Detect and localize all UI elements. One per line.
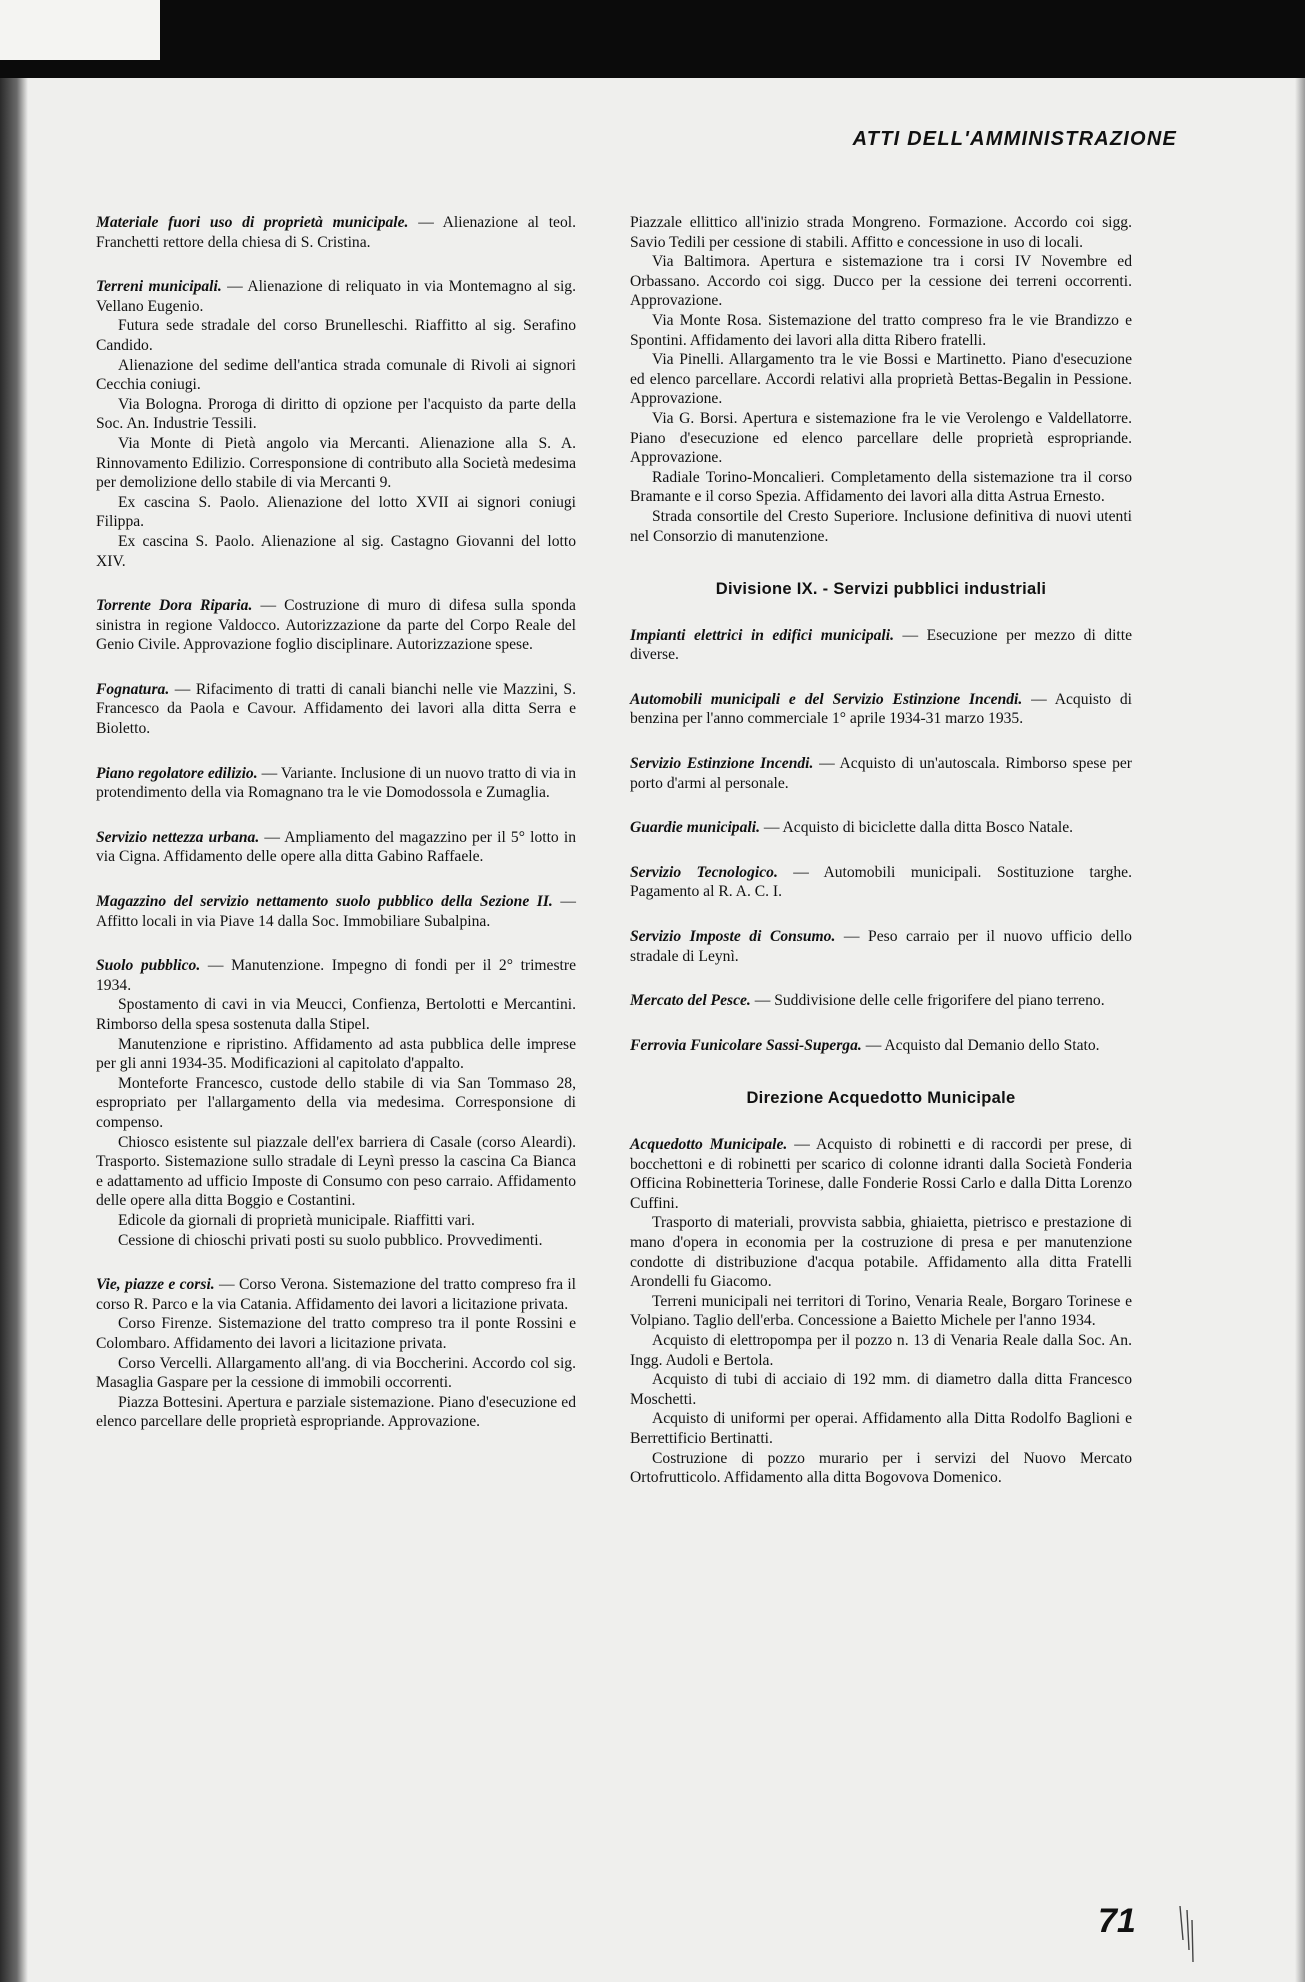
entry-rubric: Acquedotto Municipale. [630,1136,788,1153]
entry-nettezza [96,828,576,867]
entry-text: Cessione di chioschi privati posti su suolo pubblico. Provvedimenti. [118,1231,543,1249]
entry-text: Monteforte Francesco, custode dello stabile di via San Tommaso 28, espropriato per l'allargamento della via medesima. Corresponsione di compenso. [96,1074,576,1131]
entry-rubric: Servizio Tecnologico. [630,863,778,881]
entry-impianti-elettrici [630,626,1132,665]
entry-text: Guardie municipali. — Acquisto di biciclette dalla ditta Bosco Natale. [630,819,1074,837]
entry-piano-regolatore [96,764,576,803]
entry-rubric: Suolo pubblico. [96,957,201,975]
entry-torrente [96,596,576,655]
entry-servizio-tecnologico [630,863,1132,902]
entry-text: Magazzino del servizio nettamento suolo pubblico della Sezione II. — Affitto locali in via Piave 14 dalla Soc. Immobiliare Subalpina. [96,893,576,930]
entry-text: Suolo pubblico. — Manutenzione. Impegno di fondi per il 2° trimestre 1934. [96,957,576,994]
entry-suolo-pubblico [96,956,576,1250]
entry-text: Futura sede stradale del corso Brunelleschi. Riaffitto al sig. Serafino Candido. [96,317,576,354]
entry-text: Servizio Estinzione Incendi. — Acquisto di un'autoscala. Rimborso spese per porto d'armi al personale. [630,755,1132,792]
aqueduct-heading: Direzione Acquedotto Municipale [746,1089,1016,1108]
entry-rubric: Ferrovia Funicolare Sassi-Superga. [630,1036,862,1054]
entry-rubric: Fognatura. [96,680,170,698]
entry-text: Edicole da giornali di proprietà municipale. Riaffitti vari. [118,1211,475,1229]
entry-text: Trasporto di materiali, provvista sabbia, ghiaietta, pietrisco e prestazione di mano d'opera in economia per la costruzione di presa e per manutenzione condotte di distribuzione d'acqua potabile. Affidamento alla ditta Fratelli Arondelli fu Giacomo. [630,1214,1132,1291]
entry-text: Servizio nettezza urbana. — Ampliamento del magazzino per il 5° lotto in via Cigna. Affidamento delle opere alla ditta Gabino Raffaele. [96,828,576,866]
entry-text: Servizio Imposte di Consumo. — Peso carraio per il nuovo ufficio dello stradale di Leynì. [630,928,1132,965]
scan-right-shadow [1295,78,1305,1982]
entry-rubric: Guardie municipali. [630,819,760,837]
entry-text: Terreni municipali. — Alienazione di reliquato in via Montemagno al sig. Vellano Eugenio. [96,278,576,315]
entry-acquedotto [630,1135,1132,1488]
entry-terreni [96,277,576,571]
entry-guardie [630,818,1132,838]
entry-rubric: Magazzino del servizio nettamento suolo pubblico della Sezione II. [96,893,553,911]
entry-text: Via Monte di Pietà angolo via Mercanti. Alienazione alla S. A. Rinnovamento Edilizio. Corresponsione di contributo alla Società medesima per demolizione dello stabile di via Mercanti 9. [96,434,576,492]
entry-text: Piazza Bottesini. Apertura e parziale sistemazione. Piano d'esecuzione ed elenco parcellare delle proprietà espropriande. Approvazione. [96,1393,576,1431]
entry-rubric: Impianti elettrici in edifici municipali. [630,626,894,644]
entry-rubric: Servizio nettezza urbana. [96,828,260,846]
entry-text: Corso Vercelli. Allargamento all'ang. di via Boccherini. Accordo col sig. Masaglia Gaspare per la cessione di immobili occorrenti. [96,1354,576,1392]
right-column [630,213,1132,1513]
division-heading: Divisione IX. - Servizi pubblici industriali [715,580,1047,599]
entry-text: Chiosco esistente sul piazzale dell'ex barriera di Casale (corso Aleardi). Trasporto. Sistemazione sullo stradale di Leynì presso la cascina Ca Bianca e adattamento ad ufficio Imposte di Consumo con peso carraio. Affidamento delle opere alla ditta Boggio e Costantini. [96,1133,576,1210]
entry-text: Acquisto di uniformi per operai. Affidamento alla Ditta Rodolfo Baglioni e Berrettificio Bertinatti. [630,1410,1132,1447]
entry-text: Acquedotto Municipale. — Acquisto di robinetti e di raccordi per prese, di bocchettoni e di robinetti per scarico di colonne idranti dalla Società Fonderia Officina Robinetteria Torinese, dalle Fonderie Rossi Carlo e dalla Ditta Lorenzo Cuffini. [630,1136,1133,1212]
scan-left-shadow [0,78,28,1982]
entry-text: Corso Firenze. Sistemazione del tratto compreso tra il ponte Rossini e Colombaro. Affidamento dei lavori a licitazione privata. [96,1315,576,1352]
entry-estinzione-incendi [630,754,1132,793]
entry-text: Automobili municipali e del Servizio Estinzione Incendi. — Acquisto di benzina per l'anno commerciale 1° aprile 1934-31 marzo 1935. [630,690,1132,728]
entry-rubric: Piano regolatore edilizio. [96,764,258,782]
entry-text: Piano regolatore edilizio. — Variante. Inclusione di un nuovo tratto di via in protendimento della via Romagnano tra le vie Domodossola e Zumaglia. [96,764,576,802]
entry-vie-continued [630,213,1132,546]
page-number: 71 [1098,1902,1136,1940]
entry-rubric: Torrente Dora Riparia. [96,597,253,615]
entry-text: Piazzale ellittico all'inizio strada Mongreno. Formazione. Accordo coi sigg. Savio Tedili per cessione di stabili. Affitto e concessione in uso di locali. [630,214,1132,251]
entry-text: Spostamento di cavi in via Meucci, Confienza, Bertolotti e Mercantini. Rimborso della spesa sostenuta dalla Stipel. [96,996,576,1033]
entry-imposte-consumo [630,927,1132,966]
entry-rubric: Mercato del Pesce. [630,992,751,1010]
scan-top-border [0,0,1305,78]
entry-text: Via Baltimora. Apertura e sistemazione tra i corsi IV Novembre ed Orbassano. Accordo coi sigg. Ducco per la cessione dei terreni occorrenti. Approvazione. [630,253,1132,310]
entry-text: Vie, piazze e corsi. — Corso Verona. Sistemazione del tratto compreso fra il corso R. Parco e la via Catania. Affidamento dei lavori a licitazione privata. [96,1276,576,1313]
entry-text: Materiale fuori uso di proprietà municipale. — Alienazione al teol. Franchetti rettore della chiesa di S. Cristina. [96,214,576,251]
entry-text: Mercato del Pesce. — Suddivisione delle celle frigorifere del piano terreno. [630,992,1105,1010]
entry-vie-piazze-corsi [96,1275,576,1432]
left-column [96,213,576,1457]
entry-text: Costruzione di pozzo murario per i servizi del Nuovo Mercato Ortofrutticolo. Affidamento alla ditta Bogovova Domenico. [630,1449,1132,1487]
scan-corner [0,0,160,60]
entry-magazzino [96,892,576,931]
entry-text: Fognatura. — Rifacimento di tratti di canali bianchi nelle vie Mazzini, S. Francesco da Paola e Cavour. Affidamento dei lavori alla ditta Serra e Bioletto. [96,680,576,738]
entry-text: Via Bologna. Proroga di diritto di opzione per l'acquisto da parte della Soc. An. Industrie Tessili. [96,395,576,433]
entry-text: Servizio Tecnologico. — Automobili municipali. Sostituzione targhe. Pagamento al R. A. C. I. [630,863,1132,901]
entry-text: Strada consortile del Cresto Superiore. Inclusione definitiva di nuovi utenti nel Consorzio di manutenzione. [630,507,1132,545]
entry-text: Torrente Dora Riparia. — Costruzione di muro di difesa sulla sponda sinistra in regione Valdocco. Autorizzazione da parte del Corpo Reale del Genio Civile. Approvazione foglio disciplinare. Autorizzazione spese. [96,597,576,654]
entry-rubric: Terreni municipali. [96,278,222,296]
entry-text: Ex cascina S. Paolo. Alienazione del lotto XVII ai signori coniugi Filippa. [96,493,576,531]
entry-text: Acquisto di tubi di acciaio di 192 mm. di diametro dalla ditta Francesco Moschetti. [630,1371,1132,1408]
entry-text: Ex cascina S. Paolo. Alienazione al sig. Castagno Giovanni del lotto XIV. [96,532,576,570]
entry-text: Via Pinelli. Allargamento tra le vie Bossi e Martinetto. Piano d'esecuzione ed elenco parcellare. Accordi relativi alla proprietà Bettas-Begalin in Pessione. Approvazione. [630,351,1132,408]
entry-text: Via G. Borsi. Apertura e sistemazione fra le vie Verolengo e Valdellatorre. Piano d'esecuzione ed elenco parcellare delle proprietà espropriande. Approvazione. [630,409,1132,467]
pencil-mark-icon [1176,1900,1196,1970]
entry-text: Via Monte Rosa. Sistemazione del tratto compreso fra le vie Brandizzo e Spontini. Affidamento dei lavori alla ditta Ribero fratelli. [630,311,1132,349]
entry-funicolare [630,1036,1132,1056]
entry-rubric: Servizio Estinzione Incendi. [630,755,814,773]
entry-rubric: Vie, piazze e corsi. [96,1276,215,1294]
entry-rubric: Automobili municipali e del Servizio Estinzione Incendi. [630,690,1023,708]
entry-fognatura [96,680,576,739]
entry-text: Impianti elettrici in edifici municipali. — Esecuzione per mezzo di ditte diverse. [630,626,1132,664]
entry-text: Terreni municipali nei territori di Torino, Venaria Reale, Borgaro Torinese e Volpiano. Taglio dell'erba. Concessione a Baietto Michele per l'anno 1934. [630,1292,1132,1330]
entry-mercato-pesce [630,991,1132,1011]
entry-rubric: Materiale fuori uso di proprietà municipale. [96,214,409,231]
entry-text: Alienazione del sedime dell'antica strada comunale di Rivoli ai signori Cecchia coniugi. [96,356,576,394]
running-head: ATTI DELL'AMMINISTRAZIONE [852,128,1177,150]
entry-materiale [96,213,576,252]
entry-text: Acquisto di elettropompa per il pozzo n. 13 di Venaria Reale dalla Soc. An. Ingg. Audoli e Bertola. [630,1331,1132,1369]
entry-text: Radiale Torino-Moncalieri. Completamento della sistemazione tra il corso Bramante e il corso Spezia. Affidamento dei lavori alla ditta Astrua Ernesto. [630,468,1132,506]
entry-rubric: Servizio Imposte di Consumo. [630,928,836,946]
entry-text: Manutenzione e ripristino. Affidamento ad asta pubblica delle imprese per gli anni 1934-35. Modificazioni al capitolato d'appalto. [96,1035,576,1073]
entry-text: Ferrovia Funicolare Sassi-Superga. — Acquisto dal Demanio dello Stato. [630,1036,1100,1054]
entry-automobili [630,690,1132,729]
